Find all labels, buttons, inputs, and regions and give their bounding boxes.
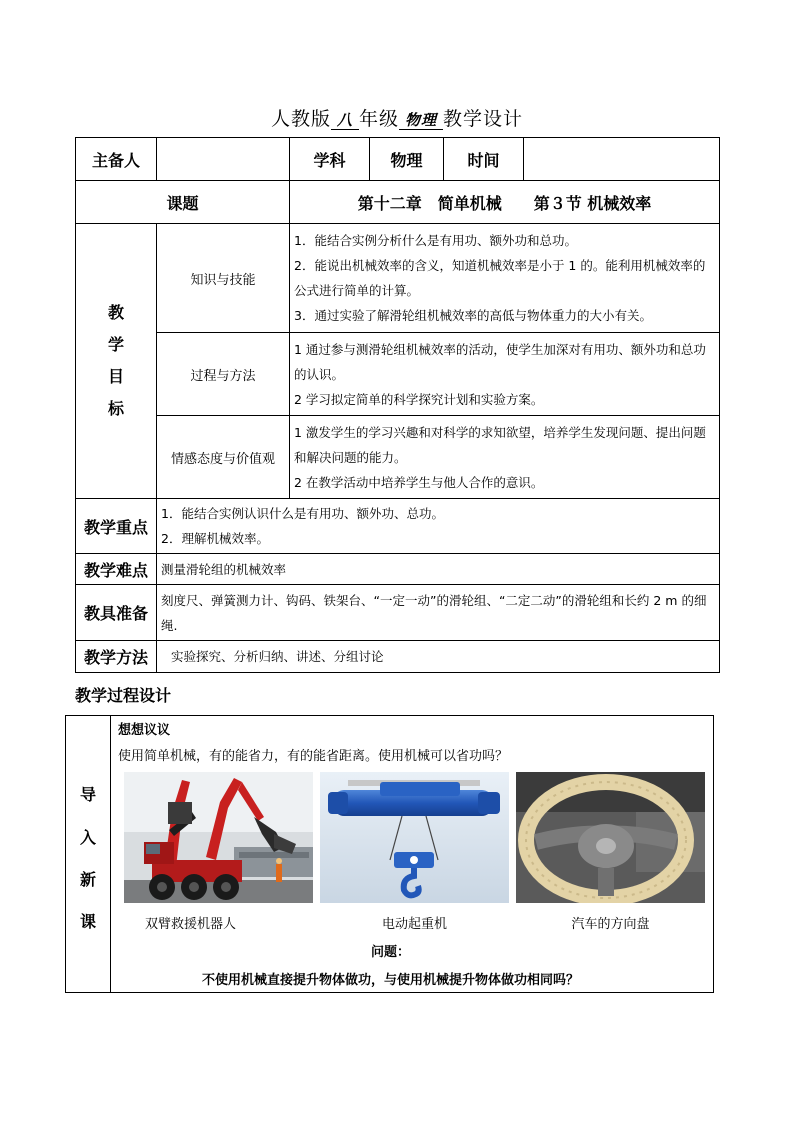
rescue-robot-photo-drawing: [124, 772, 313, 903]
topic-value: 第十二章 简单机械 第３节 机械效率: [290, 181, 720, 224]
preparer-label: 主备人: [76, 138, 157, 181]
subject-fill: 物理: [399, 111, 443, 130]
objective-line: 1．能结合实例分析什么是有用功、额外功和总功。: [294, 233, 577, 248]
objective-line: 2 在教学活动中培养学生与他人合作的意识。: [294, 474, 544, 490]
steering-wheel-photo: [516, 772, 705, 903]
title-prefix: 人教版: [270, 108, 331, 130]
process-box: [65, 715, 714, 993]
objectives-label-char: 教: [107, 303, 124, 322]
process-section-title: 教学过程设计: [75, 686, 172, 705]
key-point-line: 1．能结合实例认识什么是有用功、额外功、总功。: [161, 506, 444, 521]
difficulty-content: 测量滑轮组的机械效率: [157, 554, 720, 585]
methods-content: 实验探究、分析归纳、讲述、分组讨论: [157, 641, 720, 673]
subject-label: 学科: [290, 138, 370, 181]
objective-line: 1 激发学生的学习兴趣和对科学的求知欲望，培养学生发现问题、提出问题和解决问题的能力。: [294, 424, 706, 465]
key-points-content: [157, 499, 720, 554]
objective-name: 过程与方法: [157, 333, 290, 416]
image-caption: 汽车的方向盘: [571, 917, 650, 932]
objective-content: [290, 416, 720, 499]
process-label-char: 导: [79, 785, 96, 804]
lesson-plan-table: [75, 137, 720, 673]
process-heading: 想想议议: [118, 723, 171, 738]
objectives-label-char: 标: [107, 399, 124, 418]
title-mid: 年级: [358, 108, 399, 130]
objective-line: 2 学习拟定简单的科学探究计划和实验方案。: [294, 391, 544, 407]
question-text: 不使用机械直接提升物体做功，与使用机械提升物体做功相同吗？: [201, 973, 579, 988]
objective-name: 情感态度与价值观: [157, 416, 290, 499]
process-label-char: 新: [79, 870, 96, 889]
rescue-robot-photo: [124, 772, 313, 903]
objective-line: 2．能说出机械效率的含义，知道机械效率是小于 1 的。能利用机械效率的公式进行简单的计算。: [294, 258, 706, 298]
objective-row-knowledge: [76, 224, 720, 333]
title-suffix: 教学设计: [443, 108, 524, 130]
process-intro: 使用简单机械，有的能省力，有的能省距离。使用机械可以省功吗？: [118, 749, 509, 764]
preparer-value: [157, 138, 290, 181]
image-caption: 双臂救援机器人: [144, 917, 236, 932]
topic-label: 课题: [76, 181, 290, 224]
difficulty-label: 教学难点: [76, 554, 157, 585]
electric-hoist-photo-drawing: [320, 772, 509, 903]
process-label-char: 课: [79, 912, 96, 931]
process-label-char: 入: [79, 828, 96, 847]
materials-label: 教具准备: [76, 585, 157, 641]
steering-wheel-photo-drawing: [516, 772, 705, 903]
objective-row-attitude: [76, 416, 720, 499]
methods-label: 教学方法: [76, 641, 157, 673]
key-point-line: 2．理解机械效率。: [161, 531, 269, 546]
objective-content: [290, 224, 720, 333]
objective-name: 知识与技能: [157, 224, 290, 333]
time-label: 时间: [444, 138, 524, 181]
time-value: [524, 138, 720, 181]
topic-row: [76, 181, 720, 224]
grade-fill: 八: [331, 111, 359, 130]
subject-value: 物理: [370, 138, 444, 181]
objective-row-process: [76, 333, 720, 416]
page-title: [0, 104, 794, 131]
materials-content: 刻度尺、弹簧测力计、钩码、铁架台、“一定一动”的滑轮组、“二定二动”的滑轮组和长约 2 m 的细绳.: [157, 585, 720, 641]
key-points-label: 教学重点: [76, 499, 157, 554]
materials-row: [76, 585, 720, 641]
objective-content: [290, 333, 720, 416]
objectives-label: [76, 224, 157, 499]
image-caption: 电动起重机: [381, 917, 447, 932]
header-row: [76, 138, 720, 181]
difficulty-row: [76, 554, 720, 585]
objectives-label-char: 学: [107, 335, 124, 354]
objective-line: 1 通过参与测滑轮组机械效率的活动，使学生加深对有用功、额外功和总功的认识。: [294, 341, 706, 382]
objectives-label-char: 目: [107, 367, 124, 386]
key-points-row: [76, 499, 720, 554]
electric-hoist-photo: [320, 772, 509, 903]
question-label: 问题：: [370, 945, 410, 960]
objective-line: 3．通过实验了解滑轮组机械效率的高低与物体重力的大小有关。: [294, 308, 652, 323]
methods-row: [76, 641, 720, 673]
